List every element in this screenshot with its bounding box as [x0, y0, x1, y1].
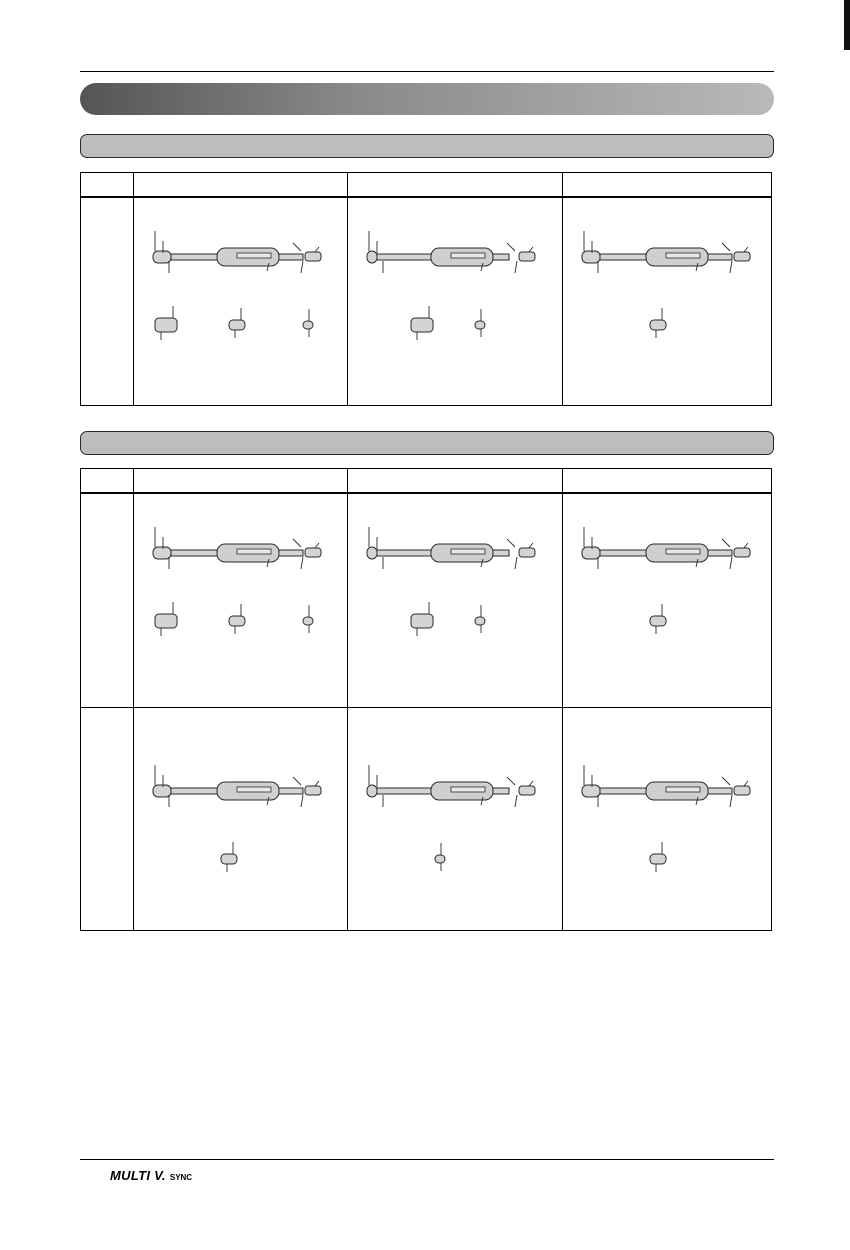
callout-leader: [315, 543, 319, 548]
tool-drawing: [562, 213, 772, 403]
tool-drawing: [347, 213, 557, 403]
tool-tip: [519, 786, 535, 795]
tool-slot: [237, 549, 271, 554]
callout-leader: [744, 247, 748, 252]
tool-head: [153, 785, 171, 797]
tool-drawing: [133, 509, 343, 699]
callout-leader: [722, 539, 730, 547]
adapter-large: [155, 318, 177, 332]
tool-tip: [305, 786, 321, 795]
tool-illustration: [347, 509, 557, 699]
tool-tip: [305, 548, 321, 557]
adapter-small: [475, 321, 485, 329]
adapter-small: [475, 617, 485, 625]
tool-tip: [734, 548, 750, 557]
callout-leader: [722, 777, 730, 785]
tool-slot: [666, 549, 700, 554]
tool-illustration: [562, 747, 772, 937]
callout-leader: [301, 557, 303, 569]
callout-leader: [315, 781, 319, 786]
callout-leader: [730, 795, 732, 807]
callout-leader: [529, 543, 533, 548]
callout-leader: [507, 243, 515, 251]
adapter-large: [411, 318, 433, 332]
callout-leader: [301, 261, 303, 273]
tool-illustration: [562, 509, 772, 699]
callout-leader: [730, 557, 732, 569]
adapter-small: [303, 617, 313, 625]
tool-illustration: [562, 213, 772, 403]
callout-leader: [730, 261, 732, 273]
tool-slot: [451, 787, 485, 792]
tool-tip: [734, 252, 750, 261]
adapter-medium: [221, 854, 237, 864]
callout-leader: [515, 795, 517, 807]
callout-leader: [722, 243, 730, 251]
callout-leader: [293, 777, 301, 785]
tool-head: [367, 251, 377, 263]
callout-leader: [301, 795, 303, 807]
tool-illustration: [347, 213, 557, 403]
tool-illustration: [133, 213, 343, 403]
callout-leader: [529, 247, 533, 252]
logo-text: MULTI V.: [110, 1168, 166, 1183]
tool-head: [153, 251, 171, 263]
section-title-bar: [80, 83, 774, 115]
callout-leader: [744, 543, 748, 548]
tool-tip: [519, 548, 535, 557]
tool-drawing: [562, 509, 772, 699]
callout-leader: [515, 261, 517, 273]
tool-head: [367, 547, 377, 559]
page-tab-marker: [844, 0, 850, 50]
tool-head: [582, 251, 600, 263]
adapter-large: [411, 614, 433, 628]
brand-logo: [110, 1168, 192, 1188]
tool-slot: [451, 253, 485, 258]
adapter-medium: [650, 854, 666, 864]
subsection-bar-1: [80, 134, 774, 158]
tool-slot: [451, 549, 485, 554]
footer-rule: [80, 1159, 774, 1160]
adapter-large: [155, 614, 177, 628]
tool-illustration: [133, 747, 343, 937]
adapter-medium: [650, 616, 666, 626]
callout-leader: [515, 557, 517, 569]
callout-leader: [507, 539, 515, 547]
tool-head: [367, 785, 377, 797]
callout-leader: [507, 777, 515, 785]
logo-subtext: SYNC: [169, 1173, 193, 1182]
subsection-bar-2: [80, 431, 774, 455]
adapter-small: [303, 321, 313, 329]
parts-table-2: [80, 468, 772, 931]
tool-illustration: [347, 747, 557, 937]
callout-leader: [315, 247, 319, 252]
tool-tip: [734, 786, 750, 795]
tool-head: [582, 785, 600, 797]
adapter-medium: [650, 320, 666, 330]
callout-leader: [744, 781, 748, 786]
tool-slot: [666, 253, 700, 258]
tool-slot: [666, 787, 700, 792]
table-header-row: [81, 173, 771, 198]
tool-head: [153, 547, 171, 559]
tool-drawing: [133, 747, 343, 937]
parts-table-1: [80, 172, 772, 406]
tool-tip: [519, 252, 535, 261]
tool-drawing: [133, 213, 343, 403]
adapter-medium: [229, 616, 245, 626]
callout-leader: [529, 781, 533, 786]
header-rule: [80, 71, 774, 72]
tool-drawing: [562, 747, 772, 937]
tool-drawing: [347, 747, 557, 937]
callout-leader: [293, 539, 301, 547]
table-header-row: [81, 469, 771, 494]
tool-tip: [305, 252, 321, 261]
tool-head: [582, 547, 600, 559]
adapter-medium: [229, 320, 245, 330]
tool-slot: [237, 253, 271, 258]
tool-drawing: [347, 509, 557, 699]
tool-slot: [237, 787, 271, 792]
callout-leader: [293, 243, 301, 251]
adapter-small: [435, 855, 445, 863]
tool-illustration: [133, 509, 343, 699]
